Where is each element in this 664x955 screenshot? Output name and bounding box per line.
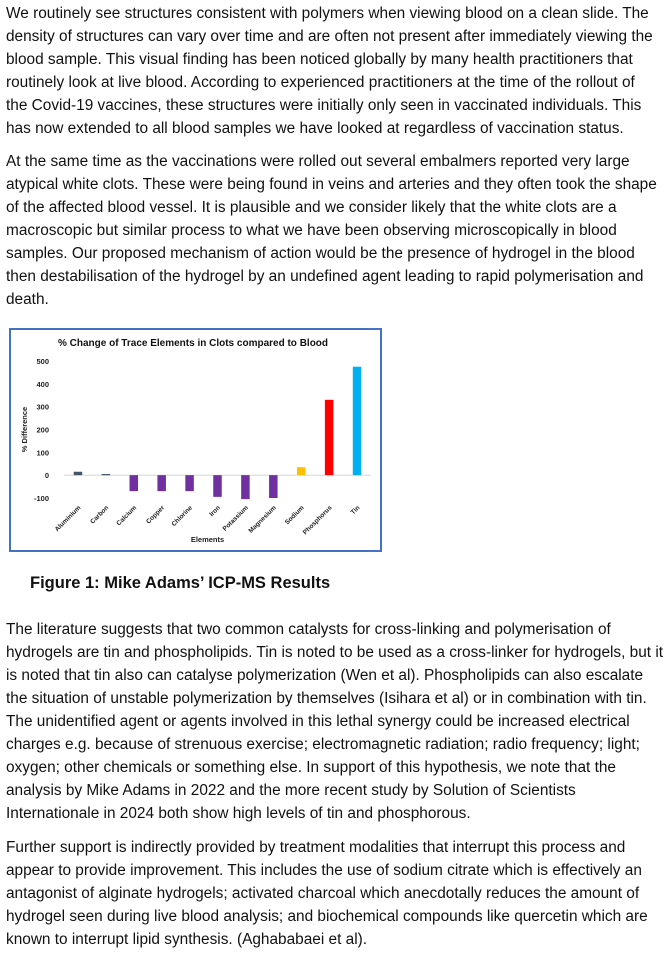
text-line: death.: [6, 291, 49, 308]
bar: [269, 475, 278, 498]
bar: [297, 467, 306, 475]
text-line: macroscopic but similar process to what we have been observing microscopically in blood: [6, 222, 617, 239]
text-line: known to interrupt lipid synthesis. (Aghababaei et al).: [6, 931, 368, 948]
x-tick-label: Carbon: [89, 504, 111, 526]
paragraph-1: [6, 2, 664, 140]
text-line: atypical white clots. These were being found in veins and arteries and they often took the shape: [6, 176, 657, 193]
text-line: We routinely see structures consistent with polymers when viewing blood on a clean slide. The: [6, 5, 649, 22]
text-line: hydrogel seen during live blood analysis; and biochemical compounds like quercetin which are: [6, 908, 648, 925]
text-line: density of structures can vary over time and are often not present after immediately viewing the: [6, 28, 653, 45]
bar: [102, 474, 111, 475]
text-line: samples. Our proposed mechanism of action would be the presence of hydrogel in the blood: [6, 245, 635, 262]
text-line: analysis by Mike Adams in 2022 and the more recent study by Solution of Scientists: [6, 782, 576, 799]
text-line: then destabilisation of the hydrogel by an undefined agent leading to rapid polymerisation and: [6, 268, 644, 285]
text-line: charges e.g. because of strenuous exercise; electromagnetic radiation; radio frequency; light;: [6, 736, 640, 753]
x-tick-label: Magnesium: [247, 504, 278, 535]
bar: [241, 475, 250, 499]
text-line: The unidentified agent or agents involved in this lethal synergy could be increased electrical: [6, 713, 630, 730]
chart-figure: [9, 328, 382, 552]
bar: [74, 472, 83, 475]
chart-title: % Change of Trace Elements in Clots compared to Blood: [57, 338, 329, 349]
y-tick-label: 300: [36, 402, 49, 412]
text-line: At the same time as the vaccinations were rolled out several embalmers reported very large: [6, 153, 630, 170]
x-tick-label: Copper: [145, 504, 167, 526]
bar: [185, 475, 194, 491]
text-line: oxygen; other chemicals or something else. In support of this hypothesis, we note that the: [6, 759, 616, 776]
paragraph-3: [6, 618, 664, 825]
text-line: the situation of unstable polymerization by themselves (Isihara et al) or in combination with tin.: [6, 690, 647, 707]
text-line: appear to provide improvement. This includes the use of sodium citrate which is effectively an: [6, 862, 642, 879]
text-line: Internationale in 2024 both show high levels of tin and phosphorous.: [6, 805, 471, 822]
bar: [325, 400, 334, 475]
x-axis-title: Elements: [190, 535, 225, 544]
x-tick-label: Phosphorus: [301, 504, 334, 537]
y-tick-label: -100: [33, 494, 49, 503]
text-line: hydrogels are tin and phospholipids. Tin is noted to be used as a cross-linker for hydrogels, but it: [6, 644, 664, 661]
x-tick-label: Iron: [208, 504, 222, 519]
y-tick-label: 100: [36, 448, 49, 458]
x-tick-label: Calcium: [115, 504, 139, 528]
paragraph-4: [6, 836, 664, 951]
bar: [213, 475, 222, 497]
text-line: Further support is indirectly provided by treatment modalities that interrupt this process and: [6, 839, 626, 856]
text-line: the Covid-19 vaccines, these structures were initially only seen in vaccinated individuals. This: [6, 97, 642, 114]
text-line: is noted that tin also can catalyse polymerization (Wen et al). Phospholipids can also escalate: [6, 667, 644, 684]
bar-chart: [11, 330, 380, 550]
x-tick-label: Sodium: [283, 504, 306, 527]
x-tick-label: Aluminium: [53, 504, 83, 534]
x-tick-label: Potassium: [221, 504, 250, 533]
y-tick-label: 400: [36, 379, 49, 389]
y-tick-label: 0: [44, 471, 49, 481]
bar: [157, 475, 166, 491]
text-line: antagonist of alginate hydrogels; activated charcoal which anecdotally reduces the amount of: [6, 885, 640, 902]
x-tick-label: Chlorine: [170, 504, 195, 529]
bar: [353, 367, 362, 475]
figure-caption: Figure 1: Mike Adams’ ICP-MS Results: [30, 574, 331, 592]
y-tick-label: 200: [36, 425, 49, 435]
y-axis-title: % Difference: [20, 406, 29, 453]
bar: [130, 475, 139, 491]
text-line: blood sample. This visual finding has been noticed globally by many health practitioners that: [6, 51, 633, 68]
text-line: has now extended to all blood samples we have looked at regardless of vaccination status.: [6, 120, 624, 137]
text-line: The literature suggests that two common catalysts for cross-linking and polymerisation of: [6, 621, 611, 638]
text-line: of the affected blood vessel. It is plausible and we consider likely that the white clots are a: [6, 199, 617, 216]
x-tick-label: Tin: [349, 504, 362, 517]
paragraph-2: [6, 150, 664, 311]
text-line: routinely look at live blood. According to experienced practitioners at the time of the rollout of: [6, 74, 635, 91]
y-tick-label: 500: [36, 357, 49, 366]
